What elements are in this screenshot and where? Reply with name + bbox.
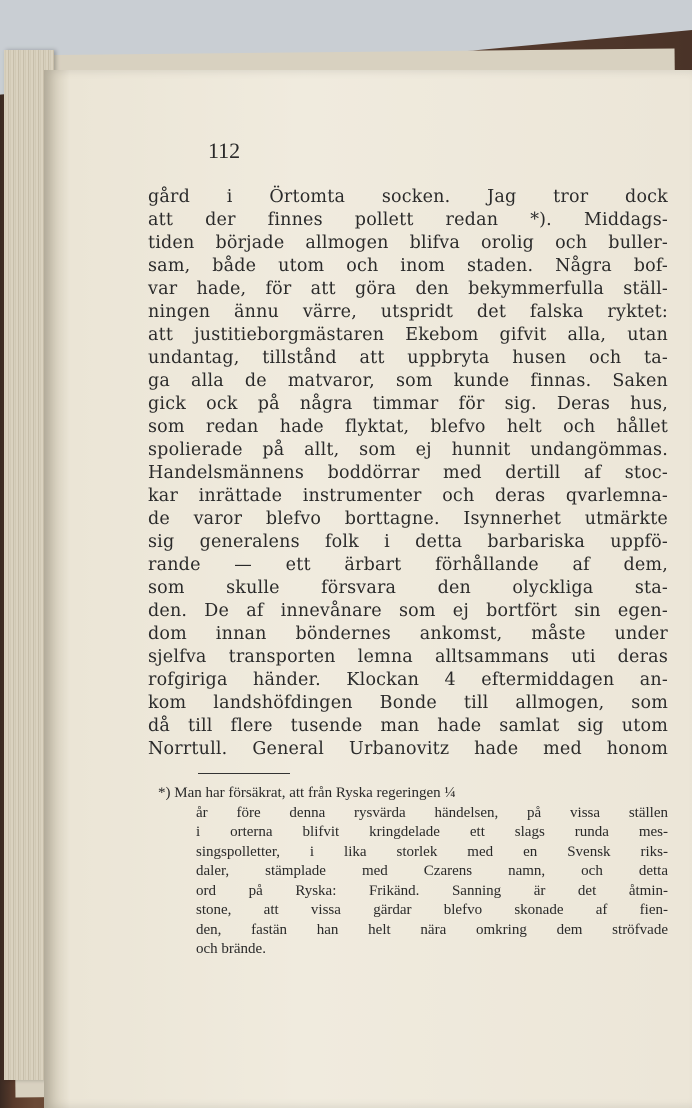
text-line: var hade, för att göra den bekymmerfulla ställ- — [148, 279, 668, 299]
text-line: sjelfva transporten lemna alltsammans uti deras — [148, 647, 668, 667]
text-line: spolierade på allt, som ej hunnit undangömmas. — [148, 440, 668, 460]
footnote-line: singspolletter, i lika storlek med en Svensk riks- — [196, 843, 668, 860]
footnote-line: i orterna blifvit kringdelade ett slags runda mes- — [196, 824, 668, 840]
text-line: att justitieborgmästaren Ekebom gifvit alla, utan — [148, 325, 668, 345]
text-line: den. De af innevånare som ej bortfört sin egen- — [148, 601, 668, 621]
text-line: sig generalens folk i detta barbariska uppfö- — [148, 532, 668, 552]
text-line: gård i Örtomta socken. Jag tror dock — [148, 187, 668, 207]
footnote-line: daler, stämplade med Czarens namn, och detta — [196, 863, 668, 879]
text-line: ningen ännu värre, utspridt det falska ryktet: — [148, 302, 668, 322]
text-line: tiden började allmogen blifva orolig och buller- — [148, 233, 668, 253]
text-line: undantag, tillstånd att uppbryta husen och ta- — [148, 348, 668, 368]
footnote-line: *) Man har försäkrat, att från Ryska regeringen ¼ — [158, 785, 456, 801]
text-line: att der finnes pollett redan *). Middags- — [148, 210, 668, 230]
text-line: rande — ett ärbart förhållande af dem, — [148, 555, 668, 575]
text-line: som redan hade flyktat, blefvo helt och hållet — [148, 417, 668, 437]
text-line: de varor blefvo borttagne. Isynnerhet utmärkte — [148, 509, 668, 529]
footnote-line: den, fastän han helt nära omkring dem ströfvade — [196, 921, 668, 938]
footnote-line: stone, att vissa gärdar blefvo skonade af fien- — [196, 902, 668, 918]
text-line: Norrtull. General Urbanovitz hade med honom — [148, 739, 668, 759]
page-text — [148, 138, 668, 960]
footnote-line: ord på Ryska: Frikänd. Sanning är det åtmin- — [196, 882, 668, 899]
footnote — [148, 784, 668, 960]
body-text — [148, 186, 668, 761]
page-number: 112 — [208, 138, 241, 163]
text-line: då till flere tusende man hade samlat sig utom — [148, 716, 668, 736]
text-line: Handelsmännens boddörrar med dertill af stoc- — [148, 463, 668, 483]
text-line: som skulle försvara den olyckliga sta- — [148, 578, 668, 598]
text-line: kom landshöfdingen Bonde till allmogen, som — [148, 693, 668, 713]
text-line: kar inrättade instrumenter och deras qvarlemna- — [148, 486, 668, 506]
text-line: ga alla de matvaror, som kunde finnas. Saken — [148, 371, 668, 391]
text-line: rofgiriga händer. Klockan 4 eftermiddagen an- — [148, 670, 668, 690]
text-line: sam, både utom och inom staden. Några bof- — [148, 256, 668, 276]
footnote-divider — [198, 773, 290, 774]
footnote-line: år före denna rysvärda händelsen, på vissa ställen — [196, 804, 668, 821]
text-line: dom innan böndernes ankomst, måste under — [148, 624, 668, 644]
footnote-line: och brände. — [196, 941, 266, 957]
text-line: gick ock på några timmar för sig. Deras hus, — [148, 394, 668, 414]
